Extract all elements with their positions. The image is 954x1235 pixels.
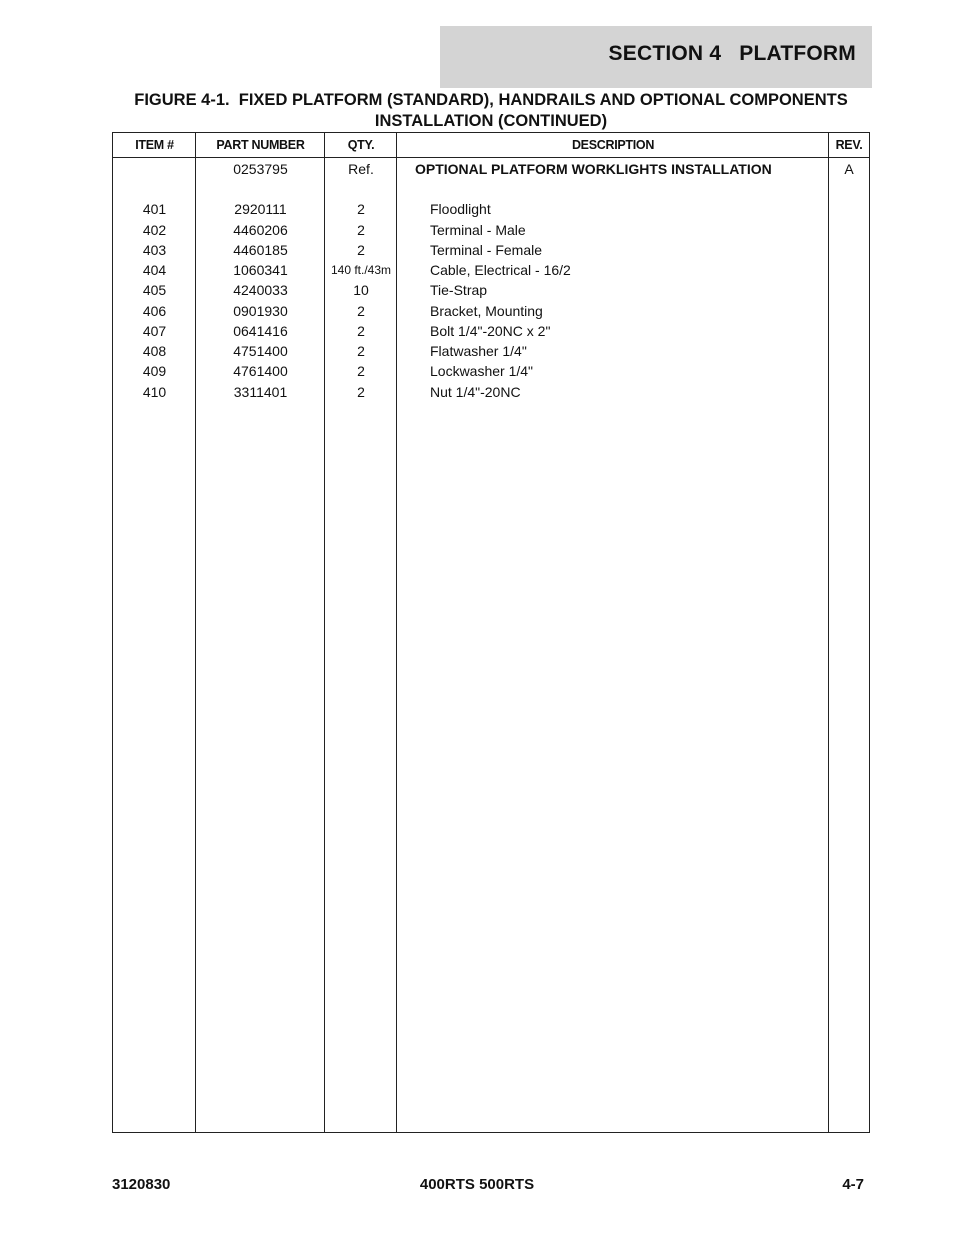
part-number-cell: 0901930 xyxy=(233,303,288,319)
item-cell: 403 xyxy=(142,242,167,258)
figure-title-line-2: INSTALLATION (CONTINUED) xyxy=(374,112,608,130)
part-number-cell: 2920111 xyxy=(234,201,287,217)
description-cell: Terminal - Male xyxy=(430,222,526,238)
section-title: SECTION 4 PLATFORM xyxy=(608,42,856,65)
column-header-item: ITEM # xyxy=(135,138,174,152)
item-cell: 404 xyxy=(142,262,167,278)
description-cell: OPTIONAL PLATFORM WORKLIGHTS INSTALLATION xyxy=(415,161,772,177)
description-cell: Floodlight xyxy=(430,201,491,217)
table-row xyxy=(113,382,869,402)
part-number-cell: 4751400 xyxy=(233,343,288,359)
qty-cell: 2 xyxy=(357,242,365,258)
part-number-cell: 4240033 xyxy=(233,282,288,298)
figure-title-line-1: FIGURE 4-1. FIXED PLATFORM (STANDARD), HANDRAILS AND OPTIONAL COMPONENTS xyxy=(134,91,848,109)
item-cell: 407 xyxy=(142,323,167,339)
table-row xyxy=(113,361,869,381)
footer-doc-number: 3120830 xyxy=(112,1176,171,1193)
part-number-cell: 4761400 xyxy=(233,363,288,379)
column-header-description: DESCRIPTION xyxy=(571,138,655,152)
description-cell: Terminal - Female xyxy=(430,242,543,258)
description-cell: Lockwasher 1/4" xyxy=(430,363,534,379)
part-number-cell: 0641416 xyxy=(233,323,288,339)
description-cell: Tie-Strap xyxy=(430,282,488,298)
item-cell: 409 xyxy=(142,363,167,379)
footer-models: 400RTS 500RTS xyxy=(419,1176,535,1193)
item-cell: 401 xyxy=(142,201,167,217)
table-row xyxy=(113,301,869,321)
part-number-cell: 3311401 xyxy=(233,384,288,400)
section-banner xyxy=(440,26,872,88)
description-cell: Bracket, Mounting xyxy=(430,303,543,319)
qty-cell: 2 xyxy=(357,303,365,319)
part-number-cell: 4460185 xyxy=(233,242,288,258)
description-cell: Bolt 1/4"-20NC x 2" xyxy=(430,323,551,339)
item-cell xyxy=(113,159,196,179)
item-cell: 406 xyxy=(142,303,167,319)
rev-cell: A xyxy=(844,161,854,177)
description-cell: Flatwasher 1/4" xyxy=(430,343,527,359)
table-row xyxy=(113,240,869,260)
item-cell: 405 xyxy=(142,282,167,298)
column-header-part-number: PART NUMBER xyxy=(216,138,305,152)
part-number-cell: 1060341 xyxy=(233,262,288,278)
table-row-assembly xyxy=(113,159,869,179)
header-divider xyxy=(113,157,869,158)
qty-cell: 2 xyxy=(357,201,365,217)
table-row xyxy=(113,220,869,240)
description-cell: Nut 1/4"-20NC xyxy=(430,384,521,400)
parts-table xyxy=(112,132,870,1133)
column-header-qty: QTY. xyxy=(347,138,375,152)
qty-cell: 2 xyxy=(357,384,365,400)
qty-cell: 2 xyxy=(357,363,365,379)
item-cell: 402 xyxy=(142,222,167,238)
column-header-rev: REV. xyxy=(835,138,863,152)
table-row xyxy=(113,321,869,341)
table-row xyxy=(113,280,869,300)
table-row xyxy=(113,199,869,219)
item-cell: 408 xyxy=(142,343,167,359)
part-number-cell: 4460206 xyxy=(233,222,288,238)
figure-title xyxy=(112,90,870,132)
qty-cell: Ref. xyxy=(348,161,374,177)
description-cell: Cable, Electrical - 16/2 xyxy=(430,262,571,278)
item-cell: 410 xyxy=(142,384,167,400)
qty-cell: 10 xyxy=(353,282,369,298)
table-row xyxy=(113,341,869,361)
qty-cell: 2 xyxy=(357,323,365,339)
qty-cell: 2 xyxy=(357,222,365,238)
footer-page-number: 4-7 xyxy=(842,1176,864,1193)
table-row xyxy=(113,260,869,280)
part-number-cell: 0253795 xyxy=(233,161,288,177)
qty-cell: 140 ft./43m xyxy=(330,263,392,277)
qty-cell: 2 xyxy=(357,343,365,359)
